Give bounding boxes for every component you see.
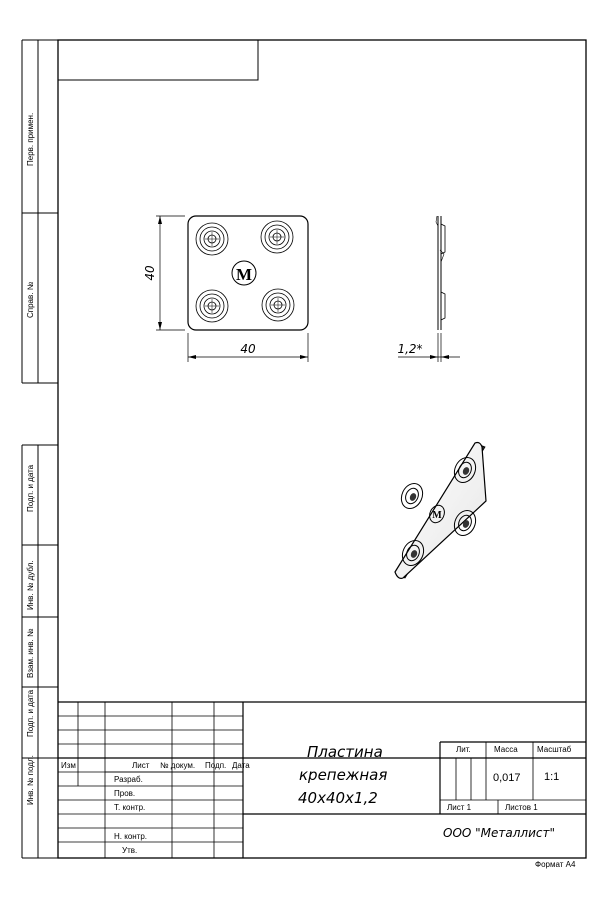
row-nkontr: Н. контр. [114,832,148,841]
row-utv: Утв. [122,846,138,855]
height-dimension-text: 40 [143,265,157,281]
lit-label: Лит. [456,745,471,754]
side-label-perv-primen: Перв. примен. [26,112,35,166]
side-label-inv-dubl: Инв. № дубл. [26,560,35,610]
side-label-inv-podl: Инв. № подл. [26,755,35,805]
side-label-sprav-no: Справ. № [26,281,35,318]
list-label: Лист 1 [447,803,472,812]
masshtab-value: 1:1 [544,771,560,783]
logo-letter: M [235,265,253,284]
height-dimension-line [156,216,185,330]
width-dimension-text: 40 [240,342,256,356]
title-line-3: 40х40х1,2 [298,789,378,807]
col-list: Лист [132,761,150,770]
row-razrab: Разраб. [114,775,143,784]
thickness-dimension-text: 1,2* [397,342,423,356]
row-prov: Пров. [114,789,136,798]
front-view [143,216,308,362]
side-view [398,216,460,362]
col-ndokum: № докум. [160,761,196,770]
row-tkontr: Т. контр. [114,803,146,812]
col-data: Дата [232,761,250,770]
isometric-view [395,443,486,579]
massa-label: Масса [494,745,518,754]
side-label-podp-data-1: Подп. и дата [26,464,35,512]
title-line-2: крепежная [299,766,388,784]
col-izm: Изм [61,761,76,770]
masshtab-label: Масштаб [537,745,572,754]
massa-value: 0,017 [493,772,521,784]
format-label: Формат А4 [535,860,576,869]
col-podp: Подп. [205,761,227,770]
top-left-box [58,40,258,80]
company-name: ООО "Металлист" [443,826,555,840]
side-label-vzam-inv: Взам. инв. № [26,628,35,678]
listov-label: Листов 1 [505,803,538,812]
side-label-podp-data-2: Подп. и дата [26,689,35,737]
drawing-frame [58,40,586,858]
title-line-1: Пластина [307,743,383,761]
iso-logo-letter: M [432,510,442,521]
